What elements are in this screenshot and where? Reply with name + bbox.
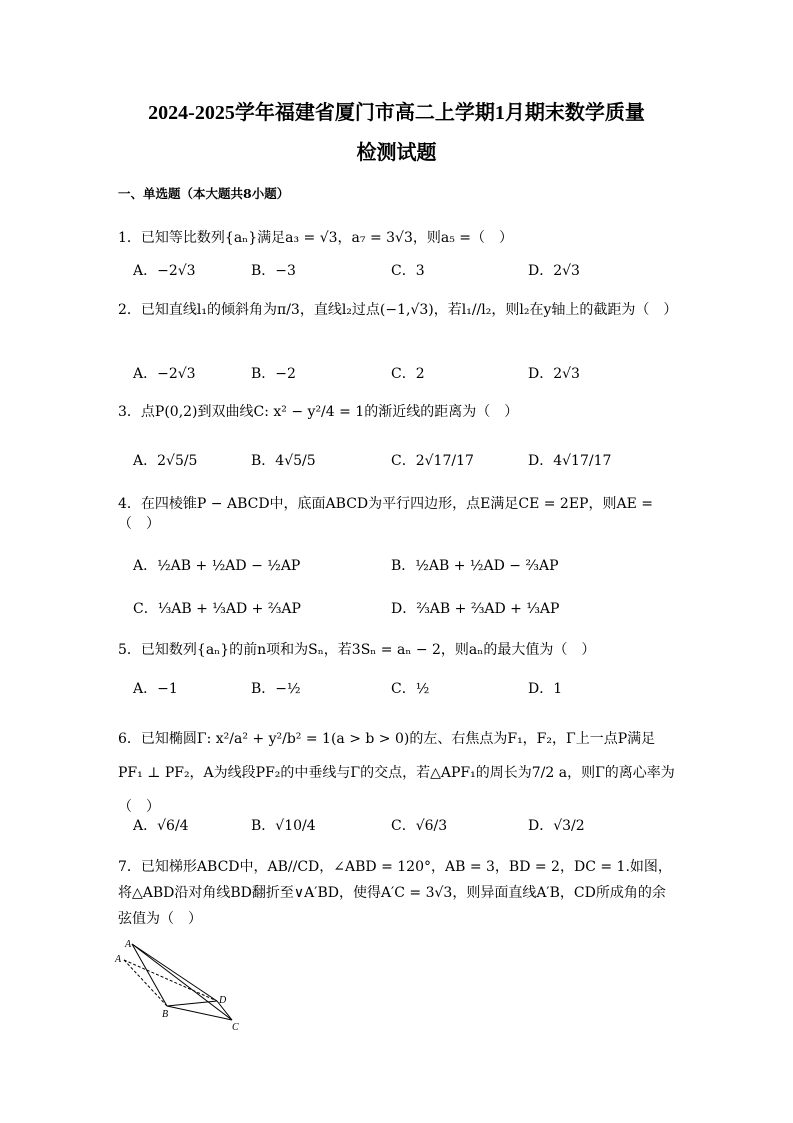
section-heading: 一、单选题（本大题共8小题）	[118, 186, 290, 201]
q5-option-b: B．−½	[251, 681, 301, 697]
q3-option-c: C．2√17/17	[391, 453, 474, 469]
q4-option-b: B．½AB + ½AD − ⅔AP	[391, 558, 559, 574]
trapezoid-fold-figure	[112, 940, 252, 1035]
q1-option-c: C．3	[391, 263, 425, 279]
question-3: 3．点P(0,2)到双曲线C: x² − y²/4 = 1的渐近线的距离为（ ）	[118, 404, 519, 420]
q2-option-a: A．−2√3	[133, 366, 196, 382]
question-5: 5．已知数列{aₙ}的前n项和为Sₙ，若3Sₙ = aₙ − 2，则aₙ的最大值为（ ）	[118, 642, 596, 658]
question-6: 6．已知椭圆Γ: x²/a² + y²/b² = 1(a > b > 0)的左、右焦点为F₁，F₂，Γ上一点P满足PF₁ ⊥ PF₂，A为线段PF₂的中垂线与Γ的交点，若△APF₁的周长为7/2 a，则Γ的离心率为（ ）	[118, 731, 675, 815]
q2-option-d: D．2√3	[528, 366, 580, 382]
q3-option-a: A．2√5/5	[133, 453, 198, 469]
question-7: 7．已知梯形ABCD中，AB//CD，∠ABD = 120°，AB = 3，BD = 2，DC = 1.如图，将△ABD沿对角线BD翻折至∨A′BD，使得A′C = 3√3，则异面直线A′B，CD所成角的余弦值为（ ）	[118, 859, 672, 927]
q6-option-d: D．√3/2	[528, 818, 585, 834]
q1-option-b: B．−3	[251, 263, 296, 279]
label-d: D	[219, 995, 227, 1006]
label-c: C	[232, 1022, 239, 1033]
question-2: 2．已知直线l₁的倾斜角为π/3，直线l₂过点(−1,√3)，若l₁//l₂，则l₂在y轴上的截距为（ ）	[118, 302, 678, 318]
q3-option-b: B．4√5/5	[251, 453, 316, 469]
question-1: 1．已知等比数列{aₙ}满足a₃ = √3，a₇ = 3√3，则a₅ =（ ）	[118, 230, 514, 246]
edge-a1b	[132, 944, 167, 1006]
q6-option-c: C．√6/3	[391, 818, 448, 834]
edge-a1c	[132, 944, 232, 1020]
edge-ad-dashed	[124, 960, 217, 1001]
q5-option-a: A．−1	[133, 681, 178, 697]
q2-option-b: B．−2	[251, 366, 296, 382]
label-a-prime: A	[125, 940, 132, 950]
q1-option-d: D．2√3	[528, 263, 580, 279]
page-title-line2: 检测试题	[356, 142, 437, 164]
q6-option-b: B．√10/4	[251, 818, 316, 834]
q3-option-d: D．4√17/17	[528, 453, 612, 469]
q2-option-c: C．2	[391, 366, 425, 382]
q6-option-a: A．√6/4	[133, 818, 189, 834]
edge-a1d	[132, 944, 217, 1001]
q5-option-c: C．½	[391, 681, 430, 697]
page-title-line1: 2024-2025学年福建省厦门市高二上学期1月期末数学质量	[148, 102, 645, 124]
q4-option-d: D．⅔AB + ⅔AD + ⅓AP	[391, 601, 560, 617]
q4-option-c: C．⅓AB + ⅓AD + ⅔AP	[133, 601, 301, 617]
label-a: A	[115, 954, 122, 965]
q5-option-d: D．1	[528, 681, 563, 697]
q1-option-a: A．−2√3	[133, 263, 196, 279]
label-b: B	[162, 1009, 169, 1020]
q4-option-a: A．½AB + ½AD − ½AP	[133, 558, 301, 574]
question-4: 4．在四棱锥P − ABCD中，底面ABCD为平行四边形，点E满足CE = 2EP，则AE =（ ）	[118, 496, 653, 532]
